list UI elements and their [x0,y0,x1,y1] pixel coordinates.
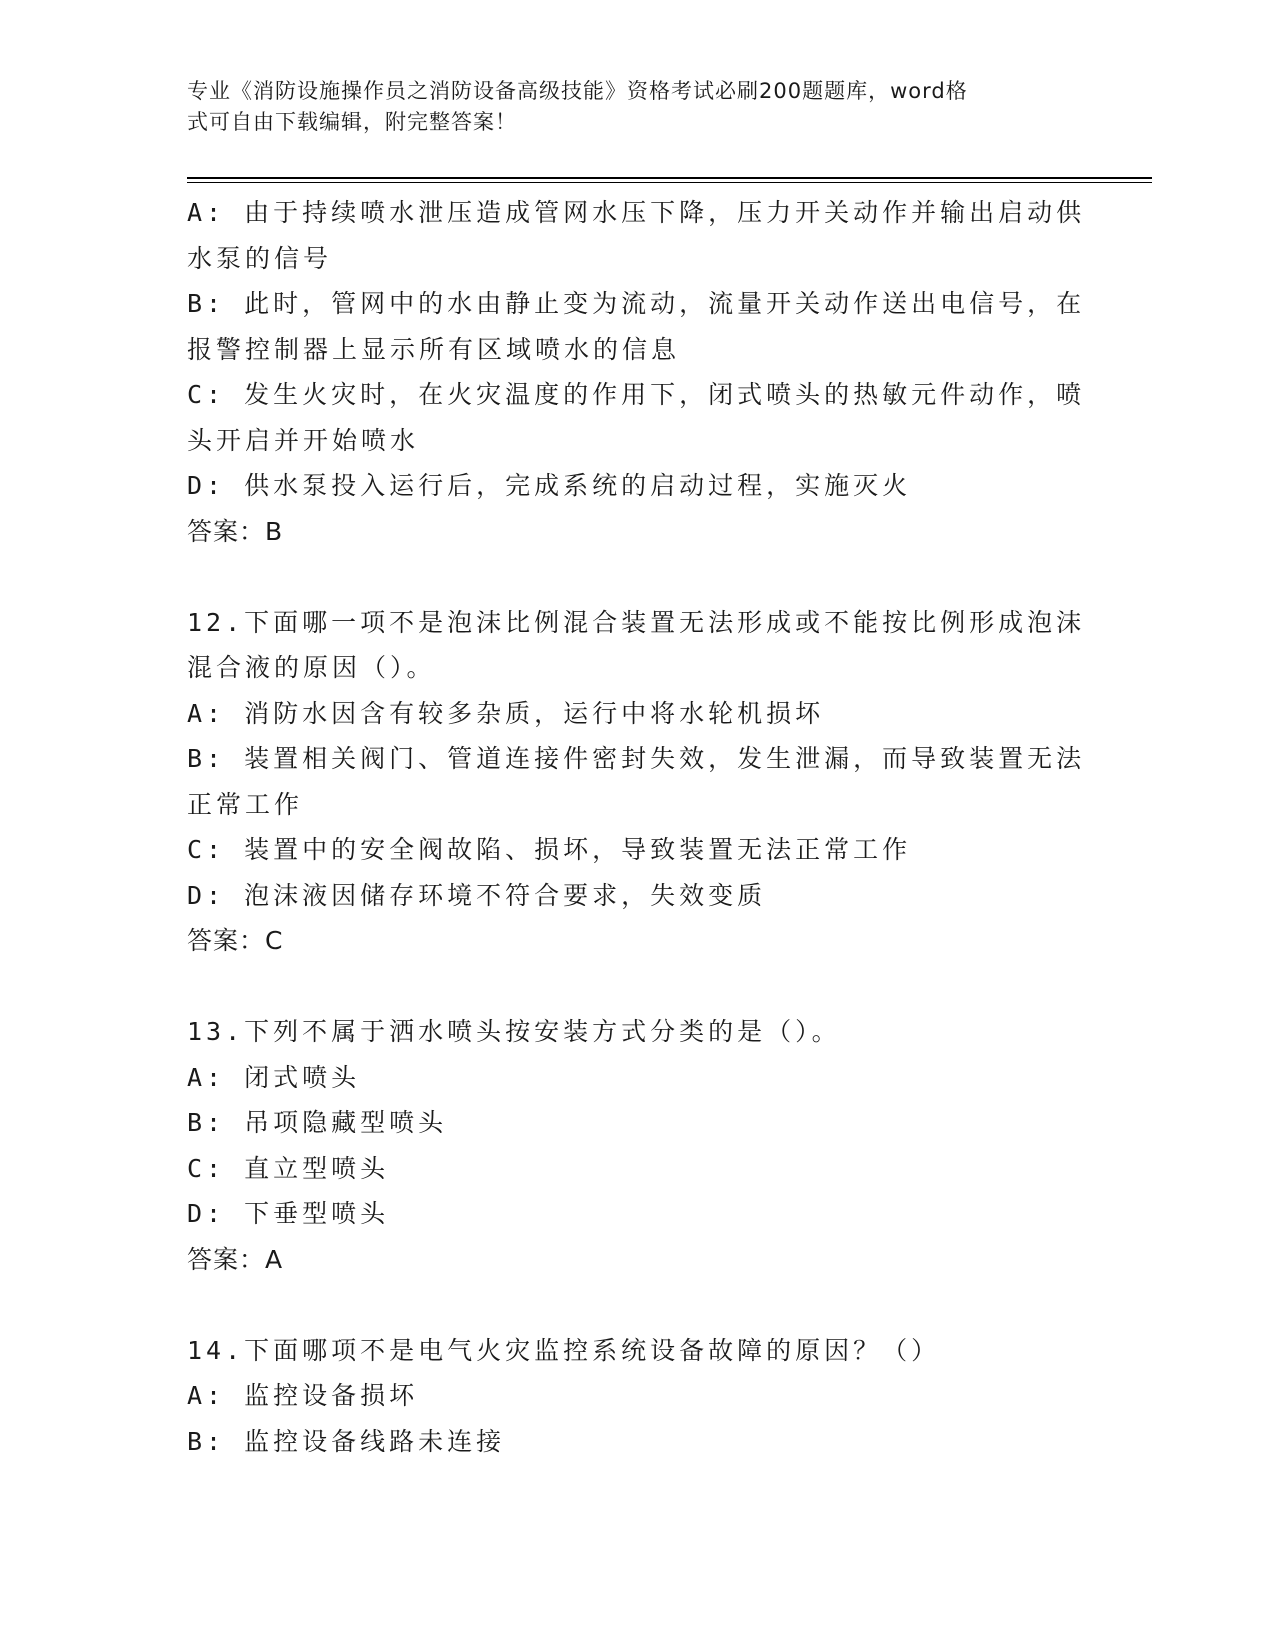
header-line-1: 专业《消防设施操作员之消防设备高级技能》资格考试必刷200题题库，word格 [187,79,968,103]
page-header [187,76,1077,138]
header-line-2: 式可自由下载编辑，附完整答案！ [187,110,517,134]
q11-option-c-line-2: 头开启并开始喷水 [187,425,420,455]
question-content [187,190,1087,1464]
q12-stem-line-2: 混合液的原因（）。 [187,653,436,682]
q11-option-c-line-1: C: 发生火灾时，在火灾温度的作用下，闭式喷头的热敏元件动作，喷 [187,380,1086,409]
q13-stem: 13.下列不属于洒水喷头按安装方式分类的是（）。 [187,1017,841,1046]
question-12 [187,600,1087,964]
q12-option-d: D: 泡沫液因储存环境不符合要求，失效变质 [187,880,767,910]
spacer [187,554,1087,600]
q12-stem-line-1: 12.下面哪一项不是泡沫比例混合装置无法形成或不能按比例形成泡沫 [187,607,1086,637]
q11-option-a-line-1: A: 由于持续喷水泄压造成管网水压下降，压力开关动作并输出启动供 [187,198,1086,227]
q11-answer: 答案：B [187,516,284,546]
q13-option-a: A: 闭式喷头 [187,1062,361,1092]
q13-option-c: C: 直立型喷头 [187,1153,390,1183]
q12-option-b-line-1: B: 装置相关阀门、管道连接件密封失效，发生泄漏，而导致装置无法 [187,744,1086,773]
q13-option-b: B: 吊项隐藏型喷头 [187,1108,448,1137]
q13-answer: 答案：A [187,1244,284,1274]
q12-option-a: A: 消防水因含有较多杂质，运行中将水轮机损坏 [187,698,825,728]
question-11 [187,190,1087,554]
question-13 [187,1009,1087,1282]
spacer [187,1282,1087,1328]
q11-option-a-line-2: 水泵的信号 [187,243,333,273]
q12-option-b-line-2: 正常工作 [187,789,304,819]
question-14 [187,1328,1087,1465]
q14-stem: 14.下面哪项不是电气火灾监控系统设备故障的原因？（） [187,1335,941,1365]
q11-option-b-line-1: B: 此时，管网中的水由静止变为流动，流量开关动作送出电信号，在 [187,289,1086,318]
q13-option-d: D: 下垂型喷头 [187,1199,390,1228]
header-rule-thick [187,177,1152,179]
q11-option-d: D: 供水泵投入运行后，完成系统的启动过程，实施灭火 [187,471,912,500]
q12-answer: 答案：C [187,926,284,955]
q11-option-b-line-2: 报警控制器上显示所有区域喷水的信息 [187,334,681,364]
q12-option-c: C: 装置中的安全阀故陷、损坏，导致装置无法正常工作 [187,835,912,864]
q14-option-b: B: 监控设备线路未连接 [187,1426,506,1456]
spacer [187,964,1087,1010]
q14-option-a: A: 监控设备损坏 [187,1381,419,1410]
header-rule-thin [187,182,1152,183]
